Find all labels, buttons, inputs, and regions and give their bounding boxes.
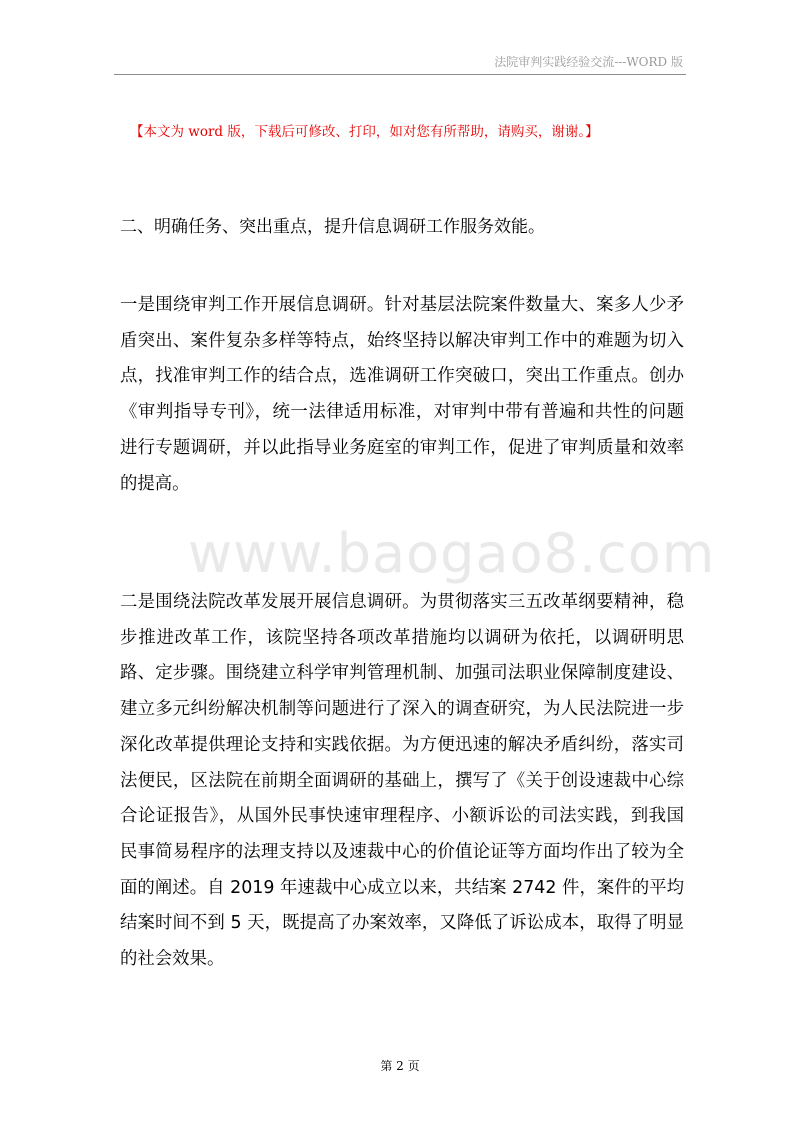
page-number: 第 2 页	[380, 1059, 420, 1073]
body-paragraph-1: 一是围绕审判工作开展信息调研。针对基层法院案件数量大、案多人少矛盾突出、案件复杂多样等特点，始终坚持以解决审判工作中的难题为切入点，找准审判工作的结合点，选准调研工作突破口，突出工作重点。创办《审判指导专刊》，统一法律适用标准，对审判中带有普遍和共性的问题进行专题调研，并以此指导业务庭室的审判工作，促进了审判质量和效率的提高。	[120, 295, 684, 494]
header-divider	[114, 74, 686, 75]
watermark-text: www.baogao8.com	[188, 522, 716, 585]
purchase-notice: 【本文为 word 版，下载后可修改、打印，如对您有所帮助，请购买，谢谢。】	[130, 124, 599, 140]
header-title: 法院审判实践经验交流---WORD 版	[494, 55, 683, 69]
section-heading: 二、明确任务、突出重点，提升信息调研工作服务效能。	[120, 217, 545, 237]
body-paragraph-2: 二是围绕法院改革发展开展信息调研。为贯彻落实三五改革纲要精神，稳步推进改革工作，该院坚持各项改革措施均以调研为依托，以调研明思路、定步骤。围绕建立科学审判管理机制、加强司法职业保障制度建设、建立多元纠纷解决机制等问题进行了深入的调查研究，为人民法院进一步深化改革提供理论支持和实践依据。为方便迅速的解决矛盾纠纷，落实司法便民，区法院在前期全面调研的基础上，撰写了《关于创设速裁中心综合论证报告》，从国外民事快速审理程序、小额诉讼的司法实践，到我国民事简易程序的法理支持以及速裁中心的价值论证等方面均作出了较为全面的阐述。自 2019 年速裁中心成立以来，共结案 2742 件，案件的平均结案时间不到 5 天，既提高了办案效率，又降低了诉讼成本，取得了明显的社会效果。	[120, 592, 684, 970]
